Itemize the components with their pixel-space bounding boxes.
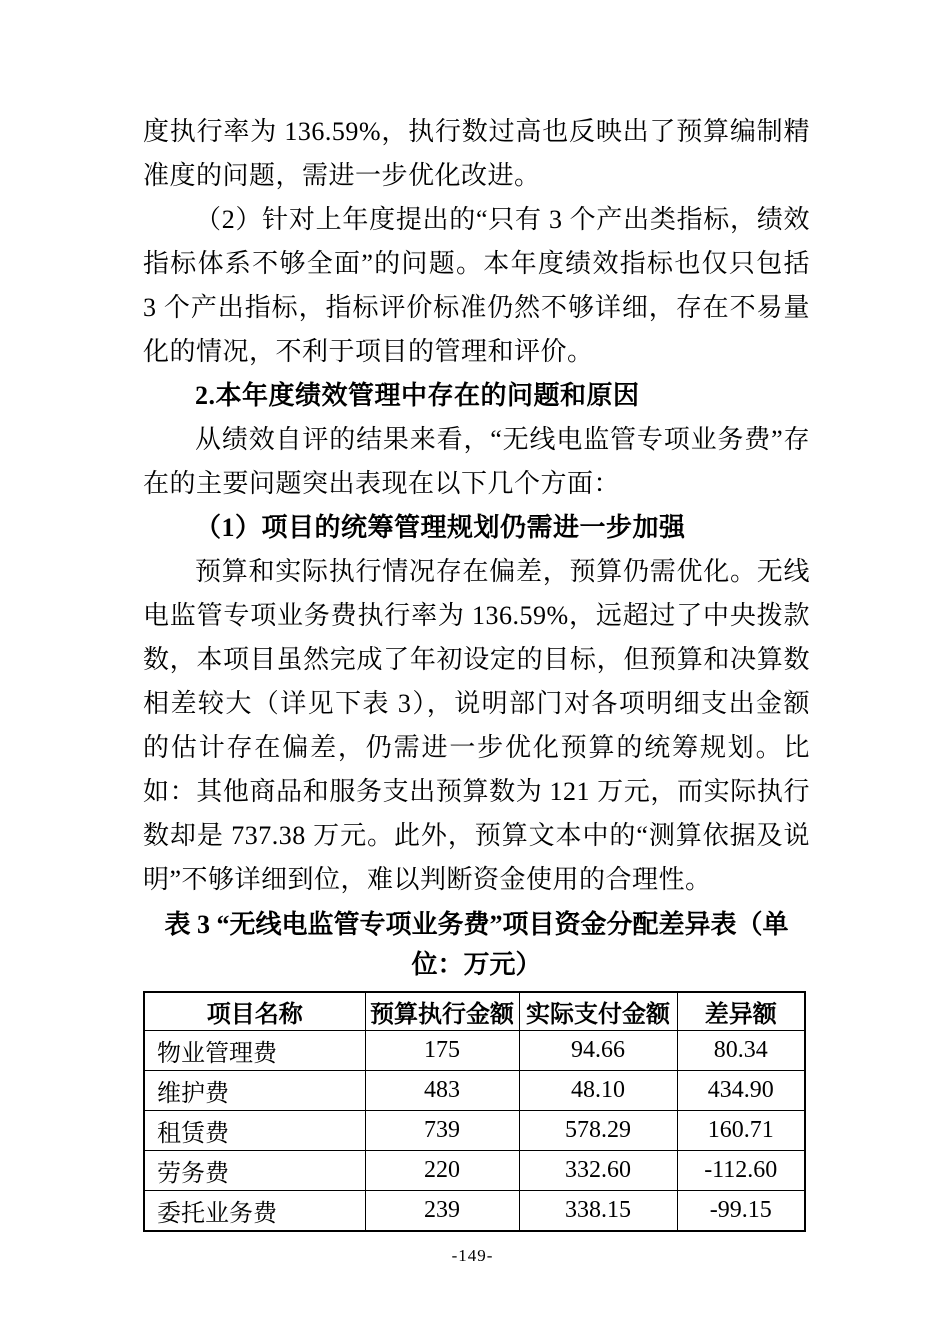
variance-table-header xyxy=(144,992,805,1031)
cell-project-name: 租赁费 xyxy=(144,1111,365,1151)
cell-actual-payment: 332.60 xyxy=(519,1151,677,1191)
cell-project-name: 委托业务费 xyxy=(144,1191,365,1232)
table-row xyxy=(144,1191,805,1232)
table-row xyxy=(144,1031,805,1071)
table-row xyxy=(144,1151,805,1191)
table-row xyxy=(144,1111,805,1151)
variance-table xyxy=(143,991,806,1232)
table-row xyxy=(144,1071,805,1111)
cell-variance: -99.15 xyxy=(677,1191,805,1232)
cell-budget-amount: 483 xyxy=(365,1071,519,1111)
header-variance: 差异额 xyxy=(677,992,805,1031)
body-paragraph-analysis: 预算和实际执行情况存在偏差，预算仍需优化。无线电监管专项业务费执行率为 136.59%，远超过了中央拨款数，本项目虽然完成了年初设定的目标，但预算和决算数相差较大（详见下表 3），说明部门对各项明细支出金额的估计存在偏差，仍需进一步优化预算的统筹规划。比如：其他商品和服务支出预算数为 121 万元，而实际执行数却是 737.38 万元。此外，预算文本中的“测算依据及说明”不够详细到位，难以判断资金使用的合理性。 xyxy=(143,557,810,894)
table-caption xyxy=(143,905,810,985)
page-number: -149- xyxy=(451,1246,494,1265)
section-heading-2: 2.本年度绩效管理中存在的问题和原因 xyxy=(195,381,640,410)
page-content xyxy=(143,110,810,1232)
table-caption-line2: 位：万元） xyxy=(411,950,542,979)
cell-project-name: 物业管理费 xyxy=(144,1031,365,1071)
cell-project-name: 维护费 xyxy=(144,1071,365,1111)
table-caption-line1: 表 3 “无线电监管专项业务费”项目资金分配差异表（单 xyxy=(164,910,789,939)
table-header-row xyxy=(144,992,805,1031)
body-paragraph-summary: 从绩效自评的结果来看，“无线电监管专项业务费”存在的主要问题突出表现在以下几个方面： xyxy=(143,425,810,498)
header-budget-amount: 预算执行金额 xyxy=(365,992,519,1031)
cell-variance: 80.34 xyxy=(677,1031,805,1071)
variance-table-body xyxy=(144,1031,805,1232)
cell-actual-payment: 578.29 xyxy=(519,1111,677,1151)
header-project-name: 项目名称 xyxy=(144,992,365,1031)
cell-variance: 160.71 xyxy=(677,1111,805,1151)
subsection-heading-1: （1）项目的统筹管理规划仍需进一步加强 xyxy=(195,513,686,542)
cell-budget-amount: 239 xyxy=(365,1191,519,1232)
cell-actual-payment: 48.10 xyxy=(519,1071,677,1111)
cell-budget-amount: 220 xyxy=(365,1151,519,1191)
cell-variance: -112.60 xyxy=(677,1151,805,1191)
cell-project-name: 劳务费 xyxy=(144,1151,365,1191)
body-paragraph-point-2: （2）针对上年度提出的“只有 3 个产出类指标，绩效指标体系不够全面”的问题。本年度绩效指标也仅只包括 3 个产出指标，指标评价标准仍然不够详细，存在不易量化的情况，不利于项目的管理和评价。 xyxy=(143,205,810,366)
cell-actual-payment: 94.66 xyxy=(519,1031,677,1071)
cell-budget-amount: 175 xyxy=(365,1031,519,1071)
header-actual-payment: 实际支付金额 xyxy=(519,992,677,1031)
body-paragraph-continuation: 度执行率为 136.59%，执行数过高也反映出了预算编制精准度的问题，需进一步优化改进。 xyxy=(143,117,810,190)
cell-budget-amount: 739 xyxy=(365,1111,519,1151)
cell-actual-payment: 338.15 xyxy=(519,1191,677,1232)
cell-variance: 434.90 xyxy=(677,1071,805,1111)
